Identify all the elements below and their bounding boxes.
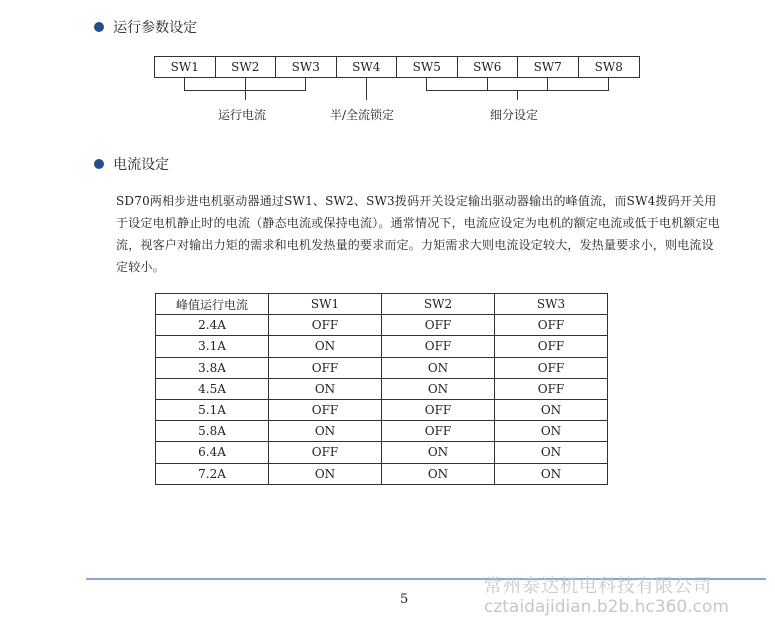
table-cell: ON xyxy=(495,399,608,420)
table-cell: ON xyxy=(269,421,382,442)
table-cell: OFF xyxy=(269,399,382,420)
table-cell: OFF xyxy=(382,336,495,357)
table-row xyxy=(156,315,608,336)
section-title: 运行参数设定 xyxy=(113,20,198,36)
table-cell: ON xyxy=(382,357,495,378)
table-row xyxy=(156,357,608,378)
switch-cell: SW8 xyxy=(594,60,623,74)
group-label-microstep: 细分设定 xyxy=(490,108,539,122)
table-header: SW3 xyxy=(495,294,608,315)
watermark-company: 常州泰达机电科技有限公司 xyxy=(484,576,712,597)
table-row xyxy=(156,399,608,420)
switch-cell: SW4 xyxy=(337,57,398,77)
table-cell: 7.2A xyxy=(156,463,269,484)
table-cell: OFF xyxy=(269,442,382,463)
table-cell: ON xyxy=(382,463,495,484)
dip-switch-row xyxy=(154,56,640,78)
bracket-line xyxy=(245,78,246,100)
section-heading-current xyxy=(94,154,169,174)
table-row xyxy=(156,336,608,357)
bracket-line xyxy=(426,78,427,90)
table-cell: 2.4A xyxy=(156,315,269,336)
page-number: 5 xyxy=(400,592,409,607)
table-cell: ON xyxy=(269,336,382,357)
table-cell: OFF xyxy=(495,378,608,399)
group-label-half-full: 半/全流锁定 xyxy=(330,108,395,122)
table-cell: 6.4A xyxy=(156,442,269,463)
group-label-current: 运行电流 xyxy=(218,108,267,122)
bullet-icon xyxy=(94,159,104,169)
bracket-line xyxy=(184,90,306,91)
section-heading-params xyxy=(94,17,197,37)
switch-cell: SW2 xyxy=(216,57,277,77)
table-cell: OFF xyxy=(495,315,608,336)
section-title: 电流设定 xyxy=(113,157,170,173)
switch-cell: SW3 xyxy=(276,57,337,77)
current-setting-table xyxy=(155,293,608,485)
table-header: SW2 xyxy=(382,294,495,315)
table-cell: 3.1A xyxy=(156,336,269,357)
switch-cell: SW6 xyxy=(458,57,519,77)
bracket-line xyxy=(547,78,548,90)
table-cell: ON xyxy=(495,463,608,484)
switch-cell: SW1 xyxy=(155,57,216,77)
table-cell: OFF xyxy=(382,421,495,442)
table-cell: 4.5A xyxy=(156,378,269,399)
bracket-line xyxy=(517,90,518,100)
bracket-line xyxy=(487,78,488,90)
switch-cell: SW5 xyxy=(397,57,458,77)
table-cell: ON xyxy=(269,463,382,484)
table-cell: OFF xyxy=(269,357,382,378)
description-paragraph: SD70两相步进电机驱动器通过SW1、SW2、SW3拨码开关设定输出驱动器输出的峰值流，而SW4拨码开关用于设定电机静止时的电流（静态电流或保持电流）。通常情况下，电流应设定为电机的额定电流或低于电机额定电流，视客户对输出力矩的需求和电机发热量的要求而定。力矩需求大则电流设定较大，发热量要求小，则电流设定较小。 xyxy=(116,194,721,274)
table-row xyxy=(156,442,608,463)
table-cell: ON xyxy=(382,442,495,463)
table-cell: OFF xyxy=(269,315,382,336)
bullet-icon xyxy=(94,22,104,32)
table-cell: OFF xyxy=(495,357,608,378)
table-cell: ON xyxy=(495,442,608,463)
table-header-row xyxy=(156,294,608,315)
switch-cell: SW7 xyxy=(518,57,579,77)
table-row xyxy=(156,378,608,399)
table-cell: 5.8A xyxy=(156,421,269,442)
table-cell: ON xyxy=(495,421,608,442)
bracket-line xyxy=(305,78,306,90)
bracket-line xyxy=(608,78,609,90)
table-cell: ON xyxy=(382,378,495,399)
table-row xyxy=(156,463,608,484)
bracket-line xyxy=(426,90,609,91)
table-header: SW1 xyxy=(269,294,382,315)
table-cell: OFF xyxy=(382,399,495,420)
table-header: 峰值运行电流 xyxy=(156,294,269,315)
table-cell: 5.1A xyxy=(156,399,269,420)
table-row xyxy=(156,421,608,442)
watermark-url: cztaidajidian.b2b.hc360.com xyxy=(484,597,729,617)
table-cell: ON xyxy=(269,378,382,399)
table-cell: OFF xyxy=(382,315,495,336)
table-cell: OFF xyxy=(495,336,608,357)
table-cell: 3.8A xyxy=(156,357,269,378)
bracket-line xyxy=(366,78,367,100)
bracket-line xyxy=(184,78,185,90)
